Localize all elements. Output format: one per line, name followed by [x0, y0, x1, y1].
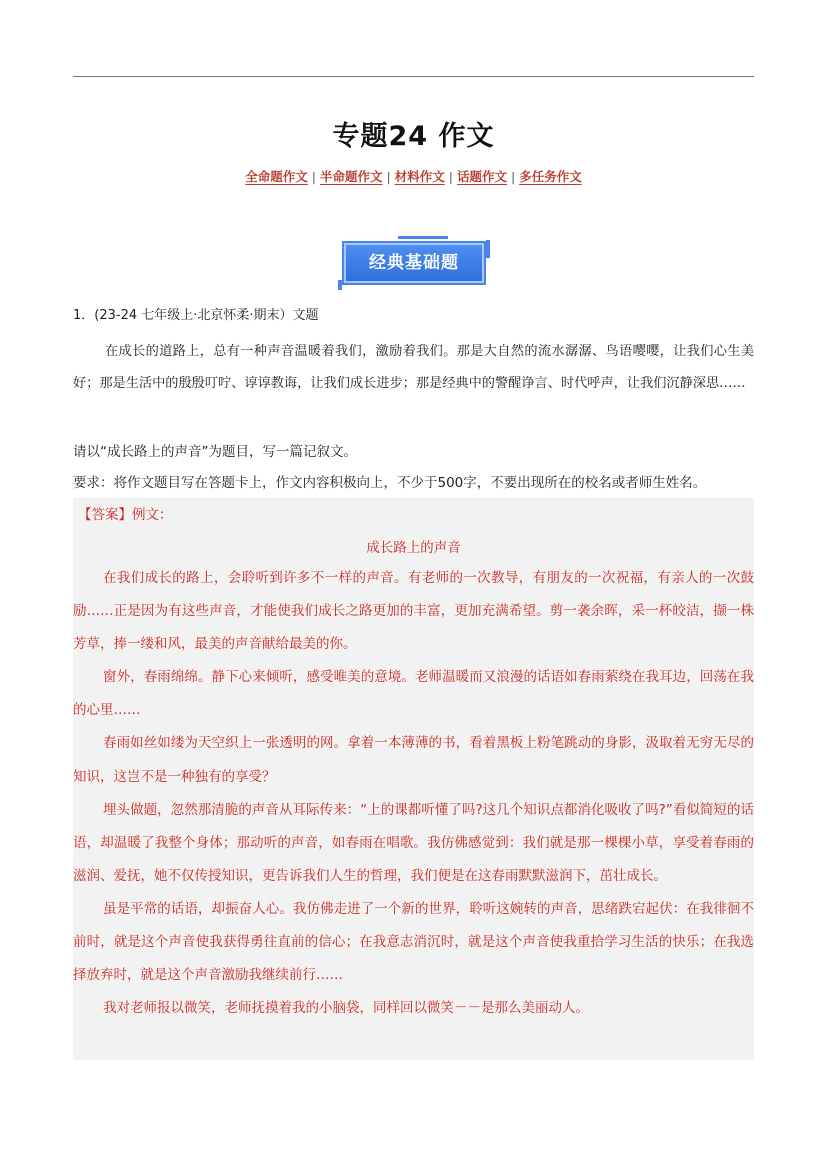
badge-accent-top	[398, 236, 448, 239]
essay-paragraph: 埋头做题，忽然那清脆的声音从耳际传来：“上的课都听懂了吗?这几个知识点都消化吸收了吗?”看似简短的话语，却温暖了我整个身体；那动听的声音，如春雨在唱歌。我仿佛感觉到：我们就是那一棵棵小草，享受着春雨的滋润、爱抚，她不仅传授知识，更告诉我们人生的哲理，我们便是在这春雨默默滋润下，茁壮成长。	[73, 801, 754, 884]
question-prompt: 在成长的道路上，总有一种声音温暖着我们，激励着我们。那是大自然的流水潺潺、鸟语嘤嘤，让我们心生美好；那是生活中的殷殷叮咛、谆谆教诲，让我们成长进步；那是经典中的警醒诤言、时代呼声，让我们沉静深思……	[73, 344, 754, 391]
essay-type-item[interactable]: 多任务作文	[519, 169, 582, 184]
essay-type-separator: |	[311, 169, 316, 184]
essay-type-item[interactable]: 材料作文	[394, 169, 445, 184]
question-instruction: 请以“成长路上的声音”为题目，写一篇记叙文。	[73, 444, 357, 460]
essay-type-item[interactable]: 话题作文	[456, 169, 507, 184]
badge-accent-left	[338, 280, 342, 290]
essay-type-list	[0, 167, 827, 185]
badge-accent-right	[486, 240, 490, 258]
section-badge-label: 经典基础题	[344, 243, 484, 283]
essay-body	[73, 562, 754, 1025]
essay-type-item[interactable]: 全命题作文	[245, 169, 308, 184]
answer-label: 【答案】例文：	[78, 507, 173, 523]
essay-title: 成长路上的声音	[366, 540, 461, 556]
essay-type-separator: |	[510, 169, 516, 184]
essay-type-item[interactable]: 半命题作文	[320, 169, 383, 184]
essay-type-separator: |	[386, 169, 391, 184]
essay-paragraph: 在我们成长的路上，会聆听到许多不一样的声音。有老师的一次教导，有朋友的一次祝福，有亲人的一次鼓励……正是因为有这些声音，才能使我们成长之路更加的丰富，更加充满希望。剪一袭余晖，采一杯皎洁，撷一株芳草，捧一缕和风，最美的声音献给最美的你。	[73, 570, 754, 653]
header-divider	[73, 76, 754, 77]
question-heading: 1．(23-24 七年级上·北京怀柔·期末）文题	[73, 308, 319, 323]
essay-paragraph: 窗外，春雨绵绵。静下心来倾听，感受唯美的意境。老师温暖而又浪漫的话语如春雨萦绕在我耳边，回荡在我的心里……	[73, 669, 754, 719]
question-requirement: 要求：将作文题目写在答题卡上，作文内容积极向上，不少于500字，不要出现所在的校名或者师生姓名。	[73, 475, 707, 491]
page-title: 专题24 作文	[332, 121, 495, 152]
section-badge	[338, 236, 490, 290]
essay-type-separator: |	[448, 169, 453, 184]
essay-paragraph: 虽是平常的话语，却振奋人心。我仿佛走进了一个新的世界，聆听这婉转的声音，思绪跌宕起伏：在我徘徊不前时，就是这个声音使我获得勇往直前的信心；在我意志消沉时，就是这个声音使我重拾学习生活的快乐；在我选择放弃时，就是这个声音激励我继续前行……	[73, 900, 754, 984]
essay-paragraph: 春雨如丝如缕为天空织上一张透明的网。拿着一本薄薄的书，看着黑板上粉笔跳动的身影，汲取着无穷无尽的知识，这岂不是一种独有的享受？	[73, 735, 754, 785]
essay-paragraph: 我对老师报以微笑，老师抚摸着我的小脑袋，同样回以微笑－－是那么美丽动人。	[103, 1000, 589, 1017]
